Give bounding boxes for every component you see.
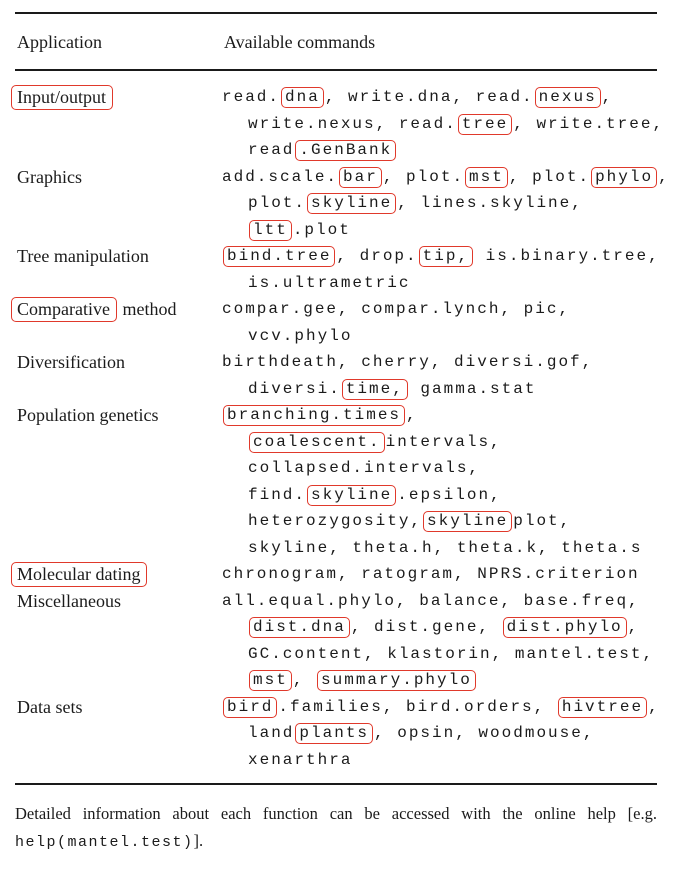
row-label [15, 694, 222, 721]
annotation-box: dist.dna [249, 617, 350, 638]
text-segment: Graphics [17, 166, 82, 187]
text-segment: , plot. [508, 167, 591, 186]
text-segment: add.scale. [222, 167, 339, 186]
text-segment: skyline, theta.h, theta.k, theta.s [248, 538, 643, 557]
annotation-box: Input/output [11, 85, 113, 110]
command-line [222, 217, 670, 244]
command-line [222, 376, 657, 403]
text-segment: heterozygosity, [248, 512, 423, 530]
table-row [15, 349, 657, 402]
text-segment: plot. [248, 194, 307, 212]
annotation-box: tip, [419, 246, 473, 267]
text-segment: Population genetics [17, 405, 159, 425]
row-commands [222, 84, 664, 164]
command-line [222, 190, 670, 217]
command-line [222, 455, 657, 482]
footnote-text-line1: Detailed information about each function can be accessed with the online help [e.g. [15, 804, 657, 823]
command-line [222, 667, 657, 694]
command-line [222, 429, 657, 456]
command-line [222, 243, 660, 270]
command-line [222, 588, 657, 615]
header-available-commands: Available commands [224, 32, 376, 52]
table-row [15, 561, 657, 588]
footnote-code-suffix: ]. [193, 831, 204, 850]
command-line [222, 720, 660, 747]
text-segment: , write.dna, read. [324, 88, 534, 106]
table-row [15, 694, 660, 774]
annotation-box: hivtree [558, 697, 647, 718]
text-segment: , [658, 167, 670, 186]
text-segment: vcv.phylo [248, 326, 353, 345]
annotation-box: dist.phylo [503, 617, 627, 638]
table-row [15, 402, 657, 561]
row-label [15, 349, 222, 376]
text-segment: .epsilon, [397, 485, 502, 504]
text-segment: , [406, 406, 418, 424]
annotation-box: branching.times [223, 405, 405, 426]
text-segment: plot, [513, 512, 572, 530]
command-line [222, 747, 660, 774]
text-segment: is.binary.tree, [474, 247, 660, 265]
annotation-box: summary.phylo [317, 670, 476, 691]
text-segment: xenarthra [248, 750, 353, 769]
command-line [222, 84, 664, 111]
text-segment: Diversification [17, 352, 125, 372]
command-line [222, 508, 657, 535]
text-segment: collapsed.intervals, [248, 459, 481, 477]
annotation-box: skyline [307, 485, 396, 506]
footnote-text-line2 [15, 827, 657, 856]
text-segment: Miscellaneous [17, 590, 121, 611]
row-commands [222, 402, 657, 561]
command-line [222, 349, 657, 376]
table-row [15, 243, 660, 296]
annotation-box: .GenBank [295, 140, 396, 161]
text-segment: , plot. [382, 167, 465, 186]
command-line [222, 482, 657, 509]
command-line [222, 614, 657, 641]
command-line [222, 641, 657, 668]
row-label [15, 402, 222, 429]
text-segment: method [117, 299, 177, 319]
table-row [15, 296, 657, 349]
row-commands [222, 349, 657, 402]
row-commands [222, 694, 660, 774]
text-segment: all.equal.phylo, balance, base.freq, [222, 591, 640, 610]
command-line [222, 137, 664, 164]
annotation-box: Molecular dating [11, 562, 147, 587]
table-row [15, 588, 657, 694]
annotation-box: ltt [249, 220, 292, 241]
text-segment: Tree manipulation [17, 246, 149, 266]
row-commands [222, 561, 657, 588]
text-segment: chronogram, ratogram, NPRS.criterion [222, 565, 640, 583]
text-segment: , [627, 618, 640, 636]
command-line [222, 270, 660, 297]
text-segment: , write.tree, [513, 114, 665, 133]
row-label [15, 588, 222, 615]
row-label [15, 561, 222, 588]
row-commands [222, 164, 670, 244]
annotation-box: skyline [307, 193, 396, 214]
text-segment: read [248, 141, 295, 159]
row-commands [222, 588, 657, 694]
table-header [15, 14, 657, 69]
annotation-box: coalescent. [249, 432, 385, 453]
command-line [222, 561, 657, 588]
text-segment: gamma.stat [408, 379, 537, 398]
page-root [0, 12, 673, 856]
text-segment: Data sets [17, 696, 83, 717]
header-application: Application [17, 32, 102, 52]
command-line [222, 694, 660, 721]
text-segment: , lines.skyline, [397, 194, 583, 212]
table-row [15, 164, 670, 244]
annotation-box: bind.tree [223, 246, 335, 267]
annotation-box: mst [465, 167, 508, 188]
footnote [15, 785, 657, 856]
command-line [222, 296, 657, 323]
row-label [15, 84, 222, 111]
annotation-box: bird [223, 697, 277, 718]
annotation-box: nexus [535, 87, 601, 108]
command-line [222, 111, 664, 138]
text-segment: .plot [292, 220, 351, 239]
text-segment: is.ultrametric [248, 273, 411, 292]
annotation-box: time, [342, 379, 408, 400]
command-line [222, 535, 657, 562]
row-label [15, 243, 222, 270]
annotation-box: plants [295, 723, 373, 744]
text-segment: , opsin, woodmouse, [374, 724, 595, 742]
text-segment: birthdeath, cherry, diversi.gof, [222, 353, 594, 371]
text-segment: read. [222, 88, 281, 106]
row-label [15, 164, 222, 191]
annotation-box: skyline [423, 511, 512, 532]
table-row [15, 84, 665, 164]
text-segment: intervals, [385, 432, 502, 451]
text-segment: diversi. [248, 379, 341, 398]
text-segment: , [601, 88, 614, 106]
row-label [15, 296, 222, 323]
annotation-box: tree [458, 114, 512, 135]
footnote-code: help(mantel.test) [15, 834, 194, 851]
annotation-box: phylo [591, 167, 657, 188]
annotation-box: mst [249, 670, 292, 691]
text-segment: , dist.gene, [350, 618, 502, 636]
row-commands [222, 243, 660, 296]
command-line [222, 164, 670, 191]
row-commands [222, 296, 657, 349]
text-segment: compar.gee, compar.lynch, pic, [222, 300, 571, 318]
text-segment: land [248, 724, 295, 742]
command-line [222, 323, 657, 350]
text-segment: GC.content, klastorin, mantel.test, [248, 644, 655, 663]
text-segment: .families, bird.orders, [278, 697, 557, 716]
text-segment: write.nexus, read. [248, 114, 457, 133]
annotation-box: bar [339, 167, 382, 188]
command-line [222, 402, 657, 429]
text-segment: , [292, 671, 317, 689]
text-segment: , [648, 697, 660, 716]
annotation-box: dna [281, 87, 324, 108]
text-segment: , drop. [336, 247, 418, 265]
annotation-box: Comparative [11, 297, 117, 322]
text-segment: find. [248, 485, 307, 504]
table-body [15, 71, 670, 773]
